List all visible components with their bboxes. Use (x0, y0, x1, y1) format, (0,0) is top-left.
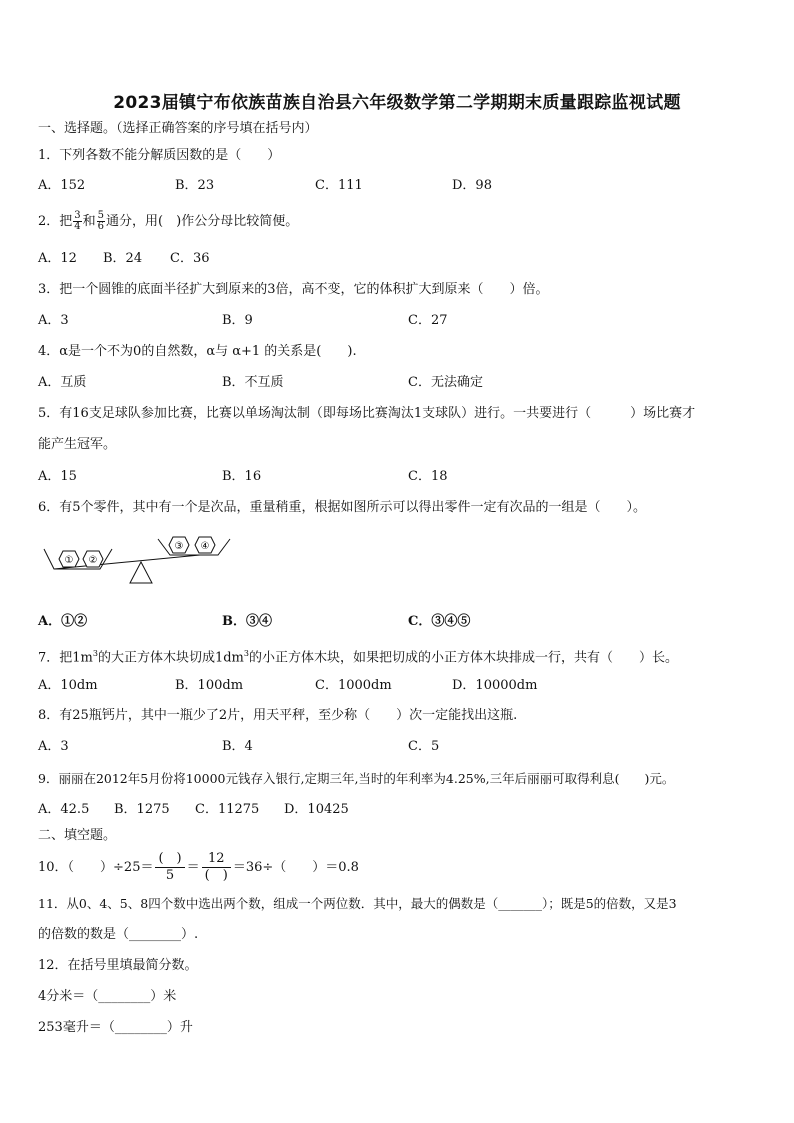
q7-option-a: A．10dm (38, 678, 98, 693)
q8-option-a: A．3 (38, 739, 69, 754)
q10-fraction-1-num: ( ) (155, 851, 184, 868)
q1-option-b: B．23 (175, 178, 215, 193)
question-1: 1．下列各数不能分解质因数的是（ ） (38, 148, 281, 163)
q12-blank-1: 4分米＝（________）米 (38, 989, 177, 1004)
question-11-line-1: 11．从0、4、5、8四个数中选出两个数，组成一个两位数．其中，最大的偶数是（_______）；既是5的倍数，又是3 (38, 896, 677, 911)
q4-option-b: B．不互质 (222, 375, 284, 390)
part-3-label: ③ (174, 541, 184, 552)
q3-option-a: A．3 (38, 313, 69, 328)
q10-eq: ＝ (186, 860, 200, 875)
q12-blank-2: 253毫升＝（________）升 (38, 1020, 193, 1035)
right-pan (158, 539, 230, 555)
q2-fraction-1-num: 3 (74, 210, 81, 221)
q10-fraction-1-den: 5 (165, 868, 175, 883)
question-5-line-1: 5．有16支足球队参加比赛，比赛以单场淘汰制（即每场比赛淘汰1支球队）进行。一共要进行（ ）场比赛才 (38, 406, 696, 421)
q2-option-c: C．36 (170, 251, 210, 266)
q2-option-a: A．12 (38, 251, 77, 266)
q7-mid: 的大正方体木块切成1dm (97, 650, 244, 666)
q10-fraction-2 (202, 851, 231, 884)
question-12: 12．在括号里填最简分数。 (38, 958, 198, 973)
q7-option-d: D．10000dm (452, 678, 538, 693)
q9-option-b: B．1275 (114, 802, 170, 817)
q7-option-c: C．1000dm (315, 678, 392, 693)
q1-option-a: A．152 (38, 178, 86, 193)
q4-option-c: C．无法确定 (408, 375, 483, 390)
q2-fraction-1 (73, 211, 81, 232)
q9-option-a: A．42.5 (38, 802, 90, 817)
question-3: 3．把一个圆锥的底面半径扩大到原来的3倍，高不变，它的体积扩大到原来（ ）倍。 (38, 282, 549, 297)
q6-option-a: A．①② (38, 614, 88, 629)
q7-exp-1: 3 (92, 649, 98, 658)
question-7 (38, 646, 678, 666)
question-2 (38, 211, 298, 232)
q2-fraction-1-den: 4 (74, 221, 81, 232)
q3-option-b: B．9 (222, 313, 253, 328)
question-10 (38, 848, 359, 888)
q5-option-c: C．18 (408, 469, 448, 484)
q7-option-b: B．100dm (175, 678, 244, 693)
q7-post: 的小正方体木块，如果把切成的小正方体木块排成一行，共有（ ）长。 (248, 650, 678, 666)
q8-option-b: B．4 (222, 739, 253, 754)
part-1-hexagon (59, 551, 79, 567)
question-11-line-2: 的倍数的数是（________）. (38, 927, 199, 942)
question-9: 9．丽丽在2012年5月份将10000元钱存入银行,定期三年,当时的年利率为4.25%,三年后丽丽可取得利息( )元。 (38, 771, 675, 786)
q4-option-a: A．互质 (38, 375, 87, 390)
q10-prefix: 10．（ ）÷25＝ (38, 860, 154, 875)
q10-fraction-2-num: 12 (202, 851, 231, 868)
q10-fraction-1 (155, 851, 184, 884)
q7-pre: 7．把1m (38, 650, 93, 666)
part-4-label: ④ (200, 541, 210, 552)
q5-option-a: A．15 (38, 469, 77, 484)
section-choice-heading: 一、选择题。（选择正确答案的序号填在括号内） (38, 121, 318, 136)
q7-exp-2: 3 (243, 649, 249, 658)
section-fill-heading: 二、填空题。 (38, 828, 117, 843)
q1-option-d: D．98 (452, 178, 492, 193)
q1-option-c: C．111 (315, 178, 363, 193)
part-2-hexagon (83, 551, 103, 567)
question-4: 4．α是一个不为0的自然数，α与 α+1 的关系是( ). (38, 344, 357, 359)
q8-option-c: C．5 (408, 739, 440, 754)
fulcrum-triangle (130, 562, 152, 583)
question-8: 8．有25瓶钙片，其中一瓶少了2片，用天平秤，至少称（ ）次一定能找出这瓶. (38, 708, 518, 723)
part-1-label: ① (64, 555, 74, 566)
page-title: 2023届镇宁布依族苗族自治县六年级数学第二学期期末质量跟踪监视试题 (113, 93, 681, 113)
q2-mid: 和 (82, 214, 96, 229)
balance-scale-figure (40, 525, 250, 605)
q2-option-b: B．24 (103, 251, 143, 266)
question-6: 6．有5个零件，其中有一个是次品，重量稍重，根据如图所示可以得出零件一定有次品的一组是（ ）。 (38, 500, 647, 515)
q6-option-b: B．③④ (222, 614, 272, 629)
part-4-hexagon (195, 537, 215, 553)
q2-fraction-2-num: 5 (97, 210, 105, 221)
q3-option-c: C．27 (408, 313, 448, 328)
q2-suffix: 通分，用( )作公分母比较简便。 (106, 214, 299, 229)
q6-option-c: C．③④⑤ (408, 614, 471, 629)
q2-fraction-2 (97, 211, 105, 232)
q10-suffix: ＝36÷（ ）＝0.8 (232, 860, 359, 875)
part-2-label: ② (88, 555, 98, 566)
q5-option-b: B．16 (222, 469, 262, 484)
q9-option-c: C．11275 (195, 802, 260, 817)
q10-fraction-2-den: ( ) (204, 868, 228, 883)
question-5-line-2: 能产生冠军。 (38, 437, 117, 452)
part-3-hexagon (169, 537, 189, 553)
q2-prefix: 2．把 (38, 214, 73, 229)
q9-option-d: D．10425 (284, 802, 349, 817)
q2-fraction-2-den: 6 (97, 221, 105, 232)
